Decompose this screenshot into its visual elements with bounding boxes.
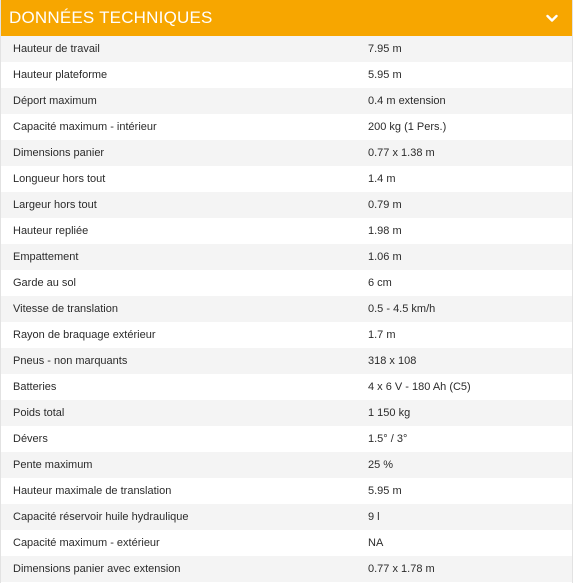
section-title: DONNÉES TECHNIQUES [9, 8, 213, 27]
spec-value: 5.95 m [368, 485, 402, 497]
spec-label: Longueur hors tout [13, 173, 106, 185]
spec-row [1, 88, 572, 114]
spec-label: Rayon de braquage extérieur [13, 329, 156, 341]
spec-label: Capacité maximum - intérieur [13, 121, 157, 133]
spec-label: Poids total [13, 407, 65, 419]
spec-row [1, 374, 572, 400]
spec-value: 1.5° / 3° [368, 433, 408, 445]
spec-label: Dévers [13, 433, 48, 445]
spec-row [1, 166, 572, 192]
spec-label: Déport maximum [13, 95, 97, 107]
spec-row [1, 348, 572, 374]
spec-row [1, 192, 572, 218]
spec-label: Dimensions panier avec extension [13, 563, 181, 575]
technical-data-header[interactable] [1, 0, 572, 36]
spec-value: 9 l [368, 511, 380, 523]
spec-value: 6 cm [368, 277, 392, 289]
spec-value: 5.95 m [368, 69, 402, 81]
spec-label: Hauteur repliée [13, 225, 89, 237]
spec-value: 0.77 x 1.38 m [368, 147, 435, 159]
spec-value: 0.4 m extension [368, 95, 446, 107]
spec-row [1, 114, 572, 140]
spec-row [1, 478, 572, 504]
spec-row [1, 62, 572, 88]
chevron-down-icon[interactable] [546, 14, 558, 23]
spec-row [1, 270, 572, 296]
spec-row [1, 452, 572, 478]
spec-row [1, 140, 572, 166]
spec-value: 1.4 m [368, 173, 396, 185]
spec-row [1, 530, 572, 556]
spec-value: 318 x 108 [368, 355, 417, 367]
spec-value: 4 x 6 V - 180 Ah (C5) [368, 381, 471, 393]
spec-label: Capacité réservoir huile hydraulique [13, 511, 189, 523]
spec-value: 1.06 m [368, 251, 402, 263]
spec-label: Largeur hors tout [13, 199, 97, 211]
spec-label: Hauteur maximale de translation [13, 485, 172, 497]
spec-row [1, 36, 572, 62]
spec-value: 1.98 m [368, 225, 402, 237]
spec-row [1, 504, 572, 530]
spec-row [1, 218, 572, 244]
specs-table [1, 36, 572, 582]
spec-label: Pente maximum [13, 459, 93, 471]
spec-row [1, 556, 572, 582]
spec-label: Hauteur de travail [13, 43, 100, 55]
spec-value: 0.79 m [368, 199, 402, 211]
spec-label: Empattement [13, 251, 79, 263]
spec-value: NA [368, 537, 384, 549]
spec-row [1, 296, 572, 322]
spec-row [1, 244, 572, 270]
spec-label: Vitesse de translation [13, 303, 118, 315]
spec-value: 1 150 kg [368, 407, 411, 419]
spec-value: 200 kg (1 Pers.) [368, 121, 447, 133]
spec-label: Hauteur plateforme [13, 69, 108, 81]
spec-value: 7.95 m [368, 43, 402, 55]
spec-label: Capacité maximum - extérieur [13, 537, 160, 549]
spec-label: Garde au sol [13, 277, 76, 289]
spec-value: 0.77 x 1.78 m [368, 563, 435, 575]
spec-row [1, 322, 572, 348]
spec-row [1, 426, 572, 452]
spec-value: 0.5 - 4.5 km/h [368, 303, 436, 315]
spec-label: Pneus - non marquants [13, 355, 128, 367]
spec-value: 25 % [368, 459, 394, 471]
spec-row [1, 400, 572, 426]
spec-label: Dimensions panier [13, 147, 105, 159]
spec-label: Batteries [13, 381, 57, 393]
spec-value: 1.7 m [368, 329, 396, 341]
